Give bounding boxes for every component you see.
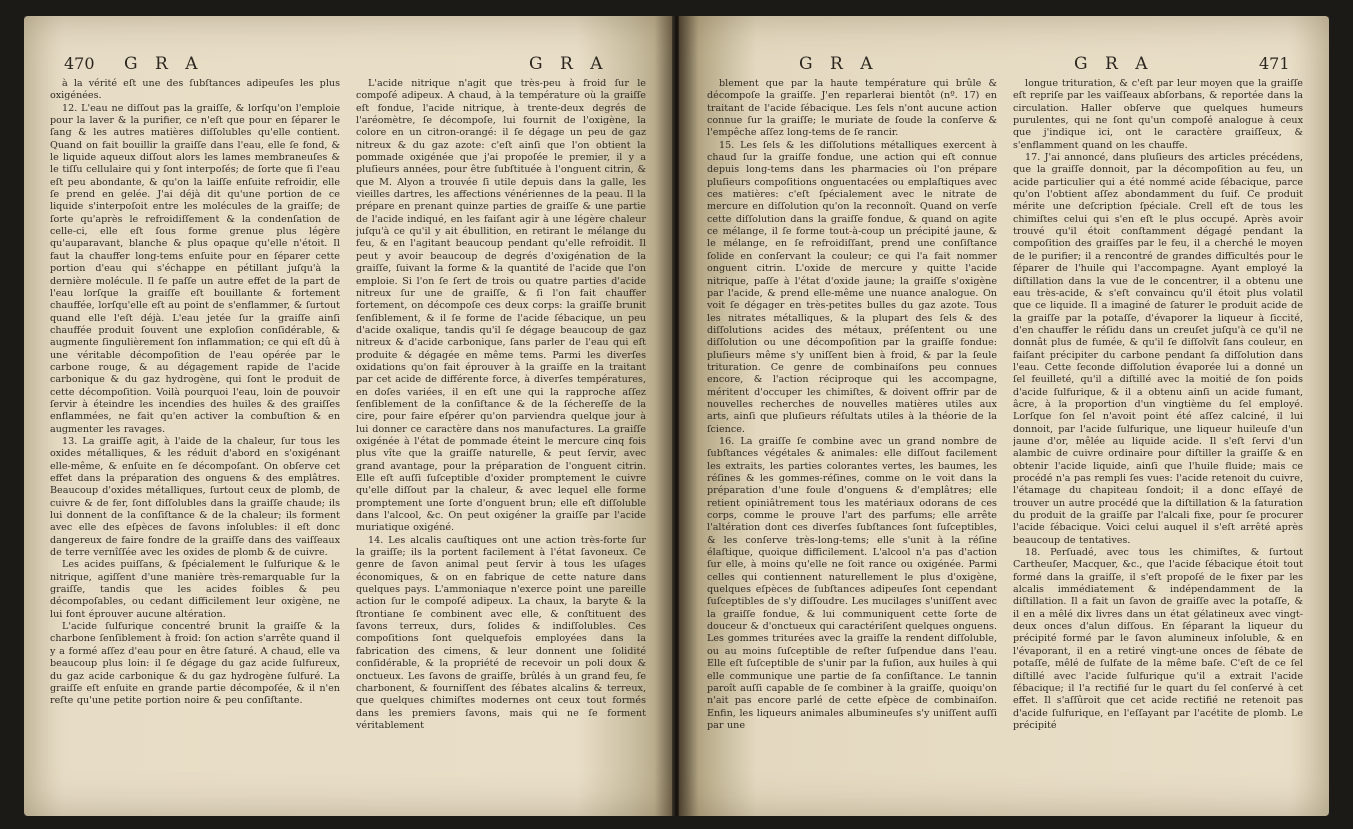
paragraph: 17. J'ai annoncé, dans pluſieurs des articles précédens, que la graiſſe donnoit, par la décompoſition au feu, un acide particulier qui a été nommé acide ſébacique, parce qu'on l'obtient aſſez abondamment du ſuif. Ce produit mérite une deſcription ſpéciale. Crell eſt de tous les chimiſtes celui qui s'en eſt le plus occupé. Après avoir trouvé qu'il étoit conſtamment dégagé pendant la compoſition des graiſſes par le feu, il a cherché le moyen de le purifier; il a rencontré de grandes difficultés pour le ſéparer de l'huile qui l'accompagne. Ayant employé la diſtillation dans la vue de le concentrer, il a obtenu une eau très-acide, & s'eſt convaincu qu'il étoit plus volatil que ce liquide. Il a imaginé de ſaturer le produit acide de la graiſſe par la potaſſe, d'évaporer la liqueur à ſiccité, d'en chauffer le réſidu dans un creuſet juſqu'à ce qu'il ne donnât plus de fumée, & qu'il ſe diſſolvît ſans couleur, en faiſant précipiter du carbone pendant ſa diſſolution dans l'eau. Cette ſeconde diſſolution évaporée lui a donné un ſel feuilleté, qu'il a diſtillé avec la moitié de ſon poids d'acide ſulfurique, & il a obtenu ainſi un acide fumant, âcre, à la proportion d'un vingtième du ſel employé. Lorſque ſon ſel n'avoit point été aſſez calciné, il lui donnoit, par l'acide ſulfurique, une liqueur huileuſe d'un jaune d'or, mêlée au liquide acide. Il s'eſt ſervi d'un alambic de cuivre ordinaire pour diſtiller la graiſſe & en obtenir l'acide liquide, ainſi que l'huile fluide; mais ce procédé n'a pas rempli ſes vues: l'acide retenoit du cuivre, l'étamage du chapiteau ſondoit; il a donc eſſayé de trouver un autre procédé que la diſtillation & la ſaturation du produit de la graiſſe par l'alcali fixe, pour ſe procurer l'acide ſébacique. Voici celui auquel il s'eſt arrêté après beaucoup de tentatives.	[1013, 152, 1303, 546]
page-number: 470	[64, 54, 95, 73]
running-header: G R A	[124, 54, 204, 74]
text-column	[707, 78, 997, 808]
paragraph: L'acide ſulfurique concentré brunit la graiſſe & la charbone ſenſiblement à froid: ſon action s'arrête quand il y a formé aſſez d'eau pour en être ſaturé. A chaud, elle va beaucoup plus loin: il ſe dégage du gaz acide ſulfureux, du gaz acide carbonique & du gaz hydrogène ſulfuré. La graiſſe eſt enſuite en grande partie décompoſée, & il n'en reſte qu'une petite portion noire & peu conſiſtante.	[50, 621, 340, 707]
paragraph: 15. Les ſels & les diſſolutions métalliques exercent à chaud ſur la graiſſe fondue, une action qui eſt connue depuis long-tems dans les pharmacies où l'on prépare pluſieurs compoſitions onguentacées ou emplaſtiques avec ces matières: c'eſt ſpécialement avec le nitrate de mercure en diſſolution qu'on la reconnoît. Quand on verſe cette diſſolution dans la graiſſe fondue, & quand on agite ce mélange, il ſe forme tout-à-coup un précipité jaune, & le mélange, en ſe refroidiſſant, prend une conſiſtance ſolide en conſervant la couleur; ce qui l'a fait nommer onguent citrin. L'oxide de mercure y quitte l'acide nitrique, paſſe à l'état d'oxide jaune; la graiſſe s'oxigène par l'acide, & prend elle-même une nuance analogue. On voit ſe dégager en très-petites bulles du gaz azote. Tous les nitrates métalliques, & la plupart des ſels & des diſſolutions acides des métaux, préſentent ou une diſſolution ou une décompoſition par la graiſſe fondue: pluſieurs même s'y uniſſent bien à froid, & par la ſeule trituration. Ce genre de combinaiſons peu connues encore, & l'action réciproque qui les accompagne, méritent d'occuper les chimiſtes, & doivent offrir par de nouvelles recherches de nouvelles matières utiles aux arts, ainſi que pluſieurs réſultats utiles à la théorie de la ſcience.	[707, 139, 997, 435]
paragraph: à la vérité eſt une des ſubſtances adipeuſes les plus oxigénées.	[50, 78, 340, 102]
paragraph: Les acides puiſſans, & ſpécialement le ſulfurique & le nitrique, agiſſent d'une manière très-remarquable ſur la graiſſe, tandis que les acides foibles & peu décompoſables, ou cedant difficilement leur oxigène, ne lui font éprouver aucune altération.	[50, 559, 340, 620]
paragraph: 13. La graiſſe agit, à l'aide de la chaleur, ſur tous les oxides métalliques, & les réduit d'abord en s'oxigénant elle-même, & enſuite en ſe décompoſant. On obſerve cet effet dans la préparation des onguens & des emplâtres. Beaucoup d'oxides métalliques, ſurtout ceux de plomb, de cuivre & de fer, ſont diſſolubles dans la graiſſe chaude; ils lui donnent de la conſiſtance & de la chaleur; ils forment avec elle des eſpèces de ſavons inſolubles: il eſt donc dangereux de faire fondre de la graiſſe dans des vaiſſeaux de terre vernîſſée avec les oxides de plomb & de cuivre.	[50, 435, 340, 559]
text-column	[50, 78, 340, 808]
paragraph: L'acide nitrique n'agit que très-peu à froid ſur le compoſé adipeux. A chaud, à la température où la graiſſe eſt fondue, l'acide nitrique, à trente-deux degrés de l'aréomètre, ſe décompoſe, lui fournit de l'oxigène, la colore en un citron-orangé: il ſe dégage un peu de gaz nitreux & du gaz azote: c'eſt ainſi que l'on obtient la pommade oxigénée que j'ai propoſée le premier, il y a pluſieurs années, pour être ſubſtituée à l'onguent citrin, & que M. Alyon a trouvée ſi utile depuis dans la galle, les vieilles dartres, les affections vénériennes de la peau. Il la prépare en prenant quinze parties de graiſſe & une partie de l'acide indiqué, en les faiſant agir à une légère chaleur juſqu'à ce qu'il y ait ébullition, en retirant le mélange du feu, & en l'agitant beaucoup pendant qu'elle refroidit. Il peut y avoir beaucoup de degrés d'oxigénation de la graiſſe, ſuivant la forme & la quantité de l'acide que l'on emploie. Si l'on ſe ſert de trois ou quatre parties d'acide nitreux ſur une de graiſſe, & ſi l'on fait chauffer fortement, on décompoſe ces deux corps: la graiſſe brunit ſenſiblement, & il ſe forme de l'acide ſébacique, un peu d'acide oxalique, tandis qu'il ſe dégage beaucoup de gaz nitreux & d'acide carbonique, ſans parler de l'eau qui eſt produite & dégagée en même tems. Parmi les diverſes oxidations qu'on fait éprouver à la graiſſe en la traitant par cet acide de différente force, à diverſes températures, en doſes variées, il en eſt une qui la rapproche aſſez ſenſiblement de la conſiſtance & de la ſéchereſſe de la cire, pour faire eſpérer qu'on parviendra quelque jour à lui donner ce caractère dans nos manufactures. La graiſſe oxigénée à l'état de pommade éteint le mercure cinq fois plus vîte que la graiſſe naturelle, & peut ſervir, avec grand avantage, pour la préparation de l'onguent citrin. Elle eſt auſſi ſuſceptible d'oxider promptement le cuivre qu'elle diſſout par la chaleur, & avec lequel elle forme promptement une ſorte d'onguent brun; elle eſt diſſoluble dans l'alcool, &c. On peut oxigéner la graiſſe par l'acide muriatique oxigéné.	[356, 78, 646, 534]
paragraph: blement que par la haute température qui brûle & décompoſe la graiſſe. J'en reparlerai bientôt (nº. 17) en traitant de l'acide ſébacique. Les ſels n'ont aucune action connue ſur la graiſſe; le muriate de ſoude la conſerve & l'empêche aſſez long-tems de ſe rancir.	[707, 78, 997, 139]
paragraph: 16. La graiſſe ſe combine avec un grand nombre de ſubſtances végétales & animales: elle diſſout facilement les extraits, les parties colorantes vertes, les baumes, les réſines & les gommes-réſines, comme on le voit dans la préparation d'une foule d'onguens & d'emplâtres; elle retient opiniâtrement tous les matériaux odorans de ces corps, comme le prouve l'art des parfums; elle arrête l'altération dont ces diverſes ſubſtances ſont ſuſceptibles, & les conſerve très-long-tems; elle s'unit à la réſine élaſtique, quoique difficilement. L'alcool n'a pas d'action ſur elle, à moins qu'elle ne ſoit rance ou oxigénée. Parmi celles qui contiennent naturellement le plus d'oxigène, quelques eſpèces de ſubſtances adipeuſes ſont cependant ſuſceptibles de s'y diſſoudre. Les mucilages s'uniſſent avec la graiſſe fondue, & lui communiquent cette ſorte de douceur & d'onctueux qui caractériſent quelques onguens. Les gommes triturées avec la graiſſe la rendent diſſoluble, ou au moins ſuſceptible de reſter ſuſpendue dans l'eau. Elle eſt ſuſceptible de s'unir par la fuſion, aux huiles à qui elle communique une partie de ſa conſiſtance. Le tannin paroît auſſi capable de ſe combiner à la graiſſe, quoiqu'on n'ait pas encore parlé de cette eſpèce de combinaiſon. Enfin, les liqueurs animales albumineuſes s'y uniſſent auſſi par une	[707, 435, 997, 731]
left-page	[24, 16, 674, 816]
running-header: G R A	[799, 54, 879, 74]
page-number: 471	[1259, 54, 1290, 73]
running-header: G R A	[529, 54, 609, 74]
paragraph: 14. Les alcalis cauſtiques ont une action très-forte ſur la graiſſe; ils la portent facilement à l'état ſavoneux. Ce genre de ſavon animal peut ſervir à tous les uſages économiques, & on en fabrique de cette nature dans quelques pays. L'ammoniaque n'exerce point une pareille action ſur le compoſé adipeux. La chaux, la baryte & la ſtrontiane ſe combinent avec elle, & conſtituent des ſavons terreux, durs, ſolides & indiſſolubles. Ces compoſitions ſont quelquefois employées dans la fabrication des cimens, & leur donnent une ſolidité conſidérable, & la propriété de recevoir un poli doux & onctueux. Les ſavons de graiſſe, brûlés à un grand feu, ſe charbonent, & fourniſſent des ſébates alcalins & terreux, que quelques chimiſtes modernes ont ceux tout formés dans les premiers ſavons, mais qui ne ſe forment véritablement	[356, 534, 646, 731]
text-column	[1013, 78, 1303, 808]
right-page	[679, 16, 1329, 816]
paragraph: longue trituration, & c'eſt par leur moyen que la graiſſe eſt repriſe par les vaiſſeaux abſorbans, & reportée dans la circulation. Haller obſerve que quelques humeurs purulentes, qui ne ſont qu'un compoſé analogue à ceux que j'indique ici, ont le caractère graiſſeux, & s'enflamment quand on les chauffe.	[1013, 78, 1303, 151]
paragraph: 18. Perſuadé, avec tous les chimiſtes, & ſurtout Cartheuſer, Macquer, &c., que l'acide ſébacique étoit tout formé dans la graiſſe, il s'eſt propoſé de le fixer par les alcalis immédiatement & indépendamment de la diſtillation. Il a fait un ſavon de graiſſe avec la potaſſe, & il en a mêlé dix livres dans un état gélatineux avec vingt-deux onces d'alun diſſous. En ſéparant la liqueur du précipité formé par le ſavon alumineux inſoluble, & en l'évaporant, il en a retiré vingt-une onces de ſébate de potaſſe, mêlé de ſulfate de la même baſe. C'eſt de ce ſel diſtillé avec l'acide ſulfurique qu'il a extrait l'acide ſébacique; il l'a rectifié ſur le quart du ſel conſervé à cet effet. Il s'aſſûroit que cet acide rectifié ne retenoit pas d'acide ſulfurique, en l'eſſayant par l'acétite de plomb. Le précipité	[1013, 547, 1303, 731]
paragraph: 12. L'eau ne diſſout pas la graiſſe, & lorſqu'on l'emploie pour la laver & la purifier, ce n'eſt que pour en ſéparer le ſang & les autres matières diſſolubles qu'elle contient. Quand on fait bouillir la graiſſe dans l'eau, elle ſe fond, & le liquide aqueux diſſout alors les lames membraneuſes & le tiſſu cellulaire qui y ſont interpoſés; de ſorte que ſi l'eau eſt peu abondante, & qu'on la laiſſe enſuite refroidir, elle ſe prend en gelée. J'ai déjà dit qu'une portion de ce liquide s'interpoſoit entre les molécules de la graiſſe; de ſorte qu'après le refroidiſſement & la condenſation de celle-ci, elle eſt ſous forme grenue plus légère qu'auparavant, blanche & plus opaque qu'elle n'étoit. Il faut la chauffer long-tems enſuite pour en ſéparer cette portion d'eau qui s'échappe en pétillant juſqu'à la dernière molécule. Il ſe paſſe un autre effet de la part de l'eau lorſque la graiſſe eſt bouillante & fortement chauffée, lorſqu'elle eſt au point de s'enflammer, & ſurtout quand elle l'eſt déjà. L'eau jetée ſur la graiſſe ainſi chauffée produit ſouvent une exploſion conſidérable, & augmente ſingulièrement ſon inflammation; ce qui eſt dû à une véritable décompoſition de l'eau opérée par le carbone rouge, & au dégagement rapide de l'acide carbonique & du gaz hydrogène, qui ſont le produit de cette décompoſition. Voilà pourquoi l'eau, loin de pouvoir ſervir à éteindre les incendies des huiles & des graiſſes enflammées, ne fait qu'en activer la combuſtion & en augmenter les ravages.	[50, 102, 340, 435]
book-spread	[24, 16, 1329, 816]
running-header: G R A	[1074, 54, 1154, 74]
text-column	[356, 78, 646, 808]
